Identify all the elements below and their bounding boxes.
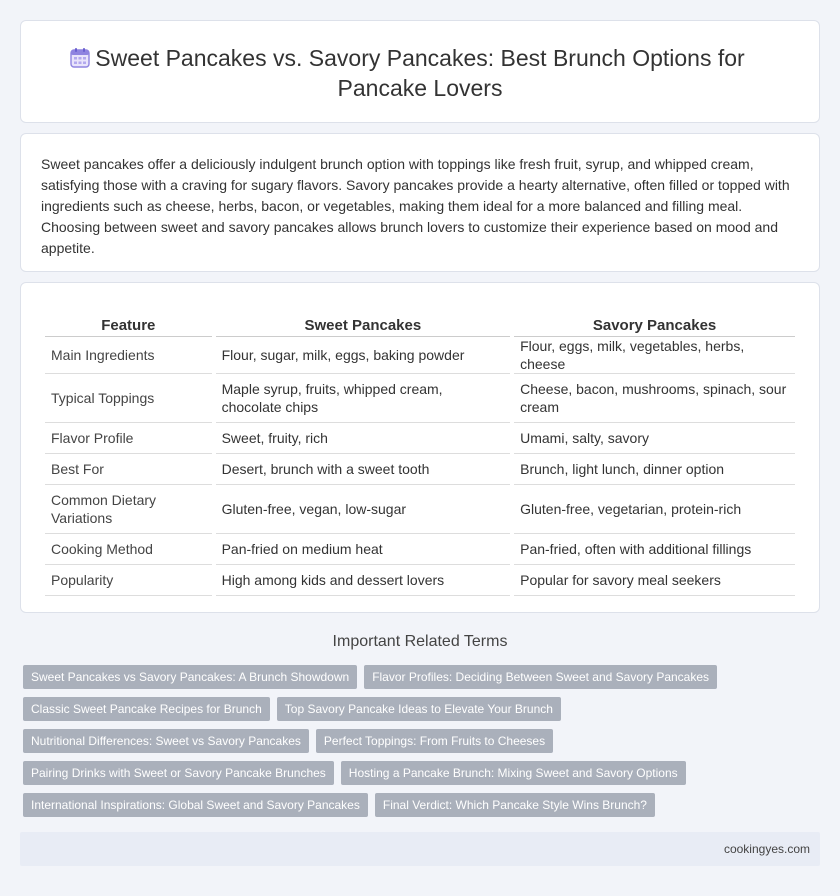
header-savory: Savory Pancakes: [514, 313, 795, 337]
feature-cell: Typical Toppings: [45, 374, 212, 423]
tag-row: [23, 697, 813, 721]
table-row: [45, 565, 795, 596]
feature-cell: Best For: [45, 454, 212, 485]
table-row: [45, 454, 795, 485]
sweet-cell: Sweet, fruity, rich: [216, 423, 511, 454]
tag-row: [23, 793, 813, 817]
related-tag[interactable]: Hosting a Pancake Brunch: Mixing Sweet and Savory Options: [341, 761, 686, 785]
table-header-row: [45, 313, 795, 337]
related-tag[interactable]: International Inspirations: Global Sweet and Savory Pancakes: [23, 793, 368, 817]
related-tag[interactable]: Perfect Toppings: From Fruits to Cheeses: [316, 729, 553, 753]
header-feature: Feature: [45, 313, 212, 337]
savory-cell: Gluten-free, vegetarian, protein-rich: [514, 485, 795, 534]
intro-card: [20, 133, 820, 272]
sweet-cell: Pan-fried on medium heat: [216, 534, 511, 565]
feature-cell: Popularity: [45, 565, 212, 596]
related-tag[interactable]: Final Verdict: Which Pancake Style Wins Brunch?: [375, 793, 655, 817]
table-row: [45, 423, 795, 454]
footer: [20, 832, 820, 866]
header-card: [20, 20, 820, 123]
related-tag[interactable]: Nutritional Differences: Sweet vs Savory Pancakes: [23, 729, 309, 753]
related-tag[interactable]: Top Savory Pancake Ideas to Elevate Your Brunch: [277, 697, 561, 721]
related-terms-list: [23, 665, 813, 825]
feature-cell: Flavor Profile: [45, 423, 212, 454]
comparison-table: [41, 313, 799, 596]
footer-site-name[interactable]: cookingyes.com: [723, 842, 810, 856]
related-tag[interactable]: Flavor Profiles: Deciding Between Sweet and Savory Pancakes: [364, 665, 717, 689]
savory-cell: Umami, salty, savory: [514, 423, 795, 454]
tag-row: [23, 761, 813, 785]
sweet-cell: Flour, sugar, milk, eggs, baking powder: [216, 337, 511, 374]
savory-cell: Pan-fried, often with additional fillings: [514, 534, 795, 565]
table-row: [45, 534, 795, 565]
comparison-card: [20, 282, 820, 613]
table-row: [45, 374, 795, 423]
related-tag[interactable]: Classic Sweet Pancake Recipes for Brunch: [23, 697, 270, 721]
savory-cell: Flour, eggs, milk, vegetables, herbs, cheese: [514, 337, 795, 374]
page-title: Sweet Pancakes vs. Savory Pancakes: Best Brunch Options for Pancake Lovers: [95, 45, 745, 101]
table-row: [45, 485, 795, 534]
savory-cell: Cheese, bacon, mushrooms, spinach, sour cream: [514, 374, 795, 423]
tag-row: [23, 729, 813, 753]
related-tag[interactable]: Sweet Pancakes vs Savory Pancakes: A Brunch Showdown: [23, 665, 357, 689]
related-terms-title: Important Related Terms: [332, 633, 508, 650]
intro-paragraph: Sweet pancakes offer a deliciously indulgent brunch option with toppings like fresh fruit, syrup, and whipped cream, satisfying those with a craving for sugary flavors. Savory pancakes provide a hearty alternative, often filled or topped with ingredients such as cheese, herbs, bacon, or vegetables, making them ideal for a more balanced and filling meal. Choosing between sweet and savory pancakes allows brunch lovers to customize their experience based on mood and appetite.: [41, 156, 790, 256]
feature-cell: Cooking Method: [45, 534, 212, 565]
sweet-cell: Desert, brunch with a sweet tooth: [216, 454, 511, 485]
related-tag[interactable]: Pairing Drinks with Sweet or Savory Pancake Brunches: [23, 761, 334, 785]
sweet-cell: High among kids and dessert lovers: [216, 565, 511, 596]
feature-cell: Common Dietary Variations: [45, 485, 212, 534]
header-sweet: Sweet Pancakes: [216, 313, 511, 337]
table-row: [45, 337, 795, 374]
sweet-cell: Maple syrup, fruits, whipped cream, chocolate chips: [216, 374, 511, 423]
sweet-cell: Gluten-free, vegan, low-sugar: [216, 485, 511, 534]
tag-row: [23, 665, 813, 689]
savory-cell: Brunch, light lunch, dinner option: [514, 454, 795, 485]
feature-cell: Main Ingredients: [45, 337, 212, 374]
savory-cell: Popular for savory meal seekers: [514, 565, 795, 596]
